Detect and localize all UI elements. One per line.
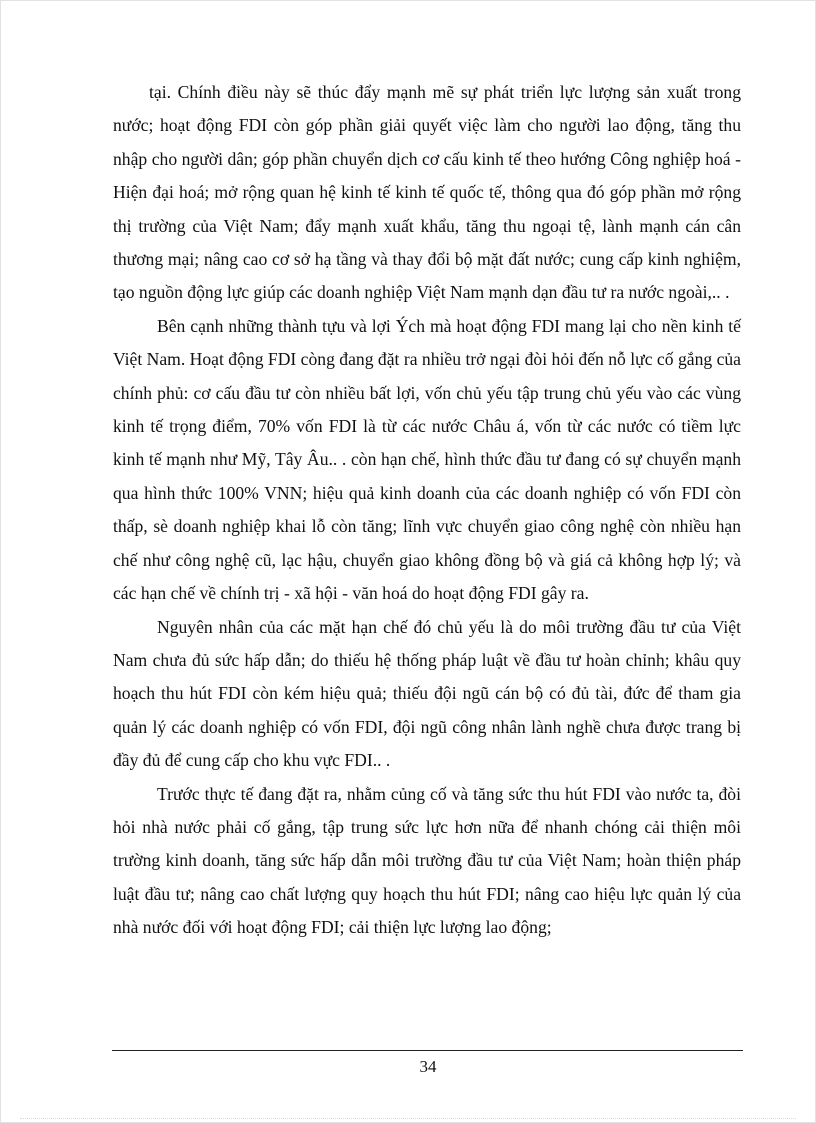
paragraph-4: Trước thực tế đang đặt ra, nhằm củng cố và tăng sức thu hút FDI vào nước ta, đòi hỏi nhà nước phải cố gắng, tập trung sức lực hơn nữa để nhanh chóng cải thiện môi trường kinh doanh, tăng sức hấp dẫn môi trường đầu tư của Việt Nam; hoàn thiện pháp luật đầu tư; nâng cao chất lượng quy hoạch thu hút FDI; nâng cao hiệu lực quản lý của nhà nước đối với hoạt động FDI; cải thiện lực lượng lao động;: [113, 783, 741, 938]
page-number: 34: [419, 1057, 437, 1076]
paragraph-3: Nguyên nhân của các mặt hạn chế đó chủ yếu là do môi trường đầu tư của Việt Nam chưa đủ sức hấp dẫn; do thiếu hệ thống pháp luật về đầu tư hoàn chỉnh; khâu quy hoạch thu hút FDI còn kém hiệu quả; thiếu đội ngũ cán bộ có đủ tài, đức để tham gia quản lý các doanh nghiệp có vốn FDI, đội ngũ công nhân lành nghề chưa được trang bị đầy đủ để cung cấp cho khu vực FDI.. .: [113, 616, 741, 771]
paragraph-1: tại. Chính điều này sẽ thúc đẩy mạnh mẽ sự phát triển lực lượng sản xuất trong nước; hoạt động FDI còn góp phần giải quyết việc làm cho người lao động, tăng thu nhập cho người dân; góp phần chuyển dịch cơ cấu kinh tế theo hướng Công nghiệp hoá - Hiện đại hoá; mở rộng quan hệ kinh tế kinh tế quốc tế, thông qua đó góp phần mở rộng thị trường của Việt Nam; đẩy mạnh xuất khẩu, tăng thu ngoại tệ, lành mạnh cán cân thương mại; nâng cao cơ sở hạ tầng và thay đổi bộ mặt đất nước; cung cấp kinh nghiệm, tạo nguồn động lực giúp các doanh nghiệp Việt Nam mạnh dạn đầu tư ra nước ngoài,.. .: [113, 82, 741, 303]
footer-rule: [112, 1050, 743, 1051]
page-bottom-edge: [20, 1118, 796, 1119]
document-body: [113, 76, 741, 945]
paragraph-2: Bên cạnh những thành tựu và lợi Ých mà hoạt động FDI mang lại cho nền kinh tế Việt Nam. Hoạt động FDI còng đang đặt ra nhiều trở ngại đòi hỏi đến nỗ lực cố gắng của chính phủ: cơ cấu đầu tư còn nhiều bất lợi, vốn chủ yếu tập trung chủ yếu vào các vùng kinh tế trọng điểm, 70% vốn FDI là từ các nước Châu á, vốn từ các nước có tiềm lực kinh tế mạnh như Mỹ, Tây Âu.. . còn hạn chế, hình thức đầu tư đang có sự chuyển mạnh qua hình thức 100% VNN; hiệu quả kinh doanh của các doanh nghiệp có vốn FDI còn thấp, sè doanh nghiệp khai lỗ còn tăng; lĩnh vực chuyển giao công nghệ còn nhiều hạn chế như công nghệ cũ, lạc hậu, chuyển giao không đồng bộ và giá cả không hợp lý; và các hạn chế về chính trị - xã hội - văn hoá do hoạt động FDI gây ra.: [113, 315, 741, 604]
